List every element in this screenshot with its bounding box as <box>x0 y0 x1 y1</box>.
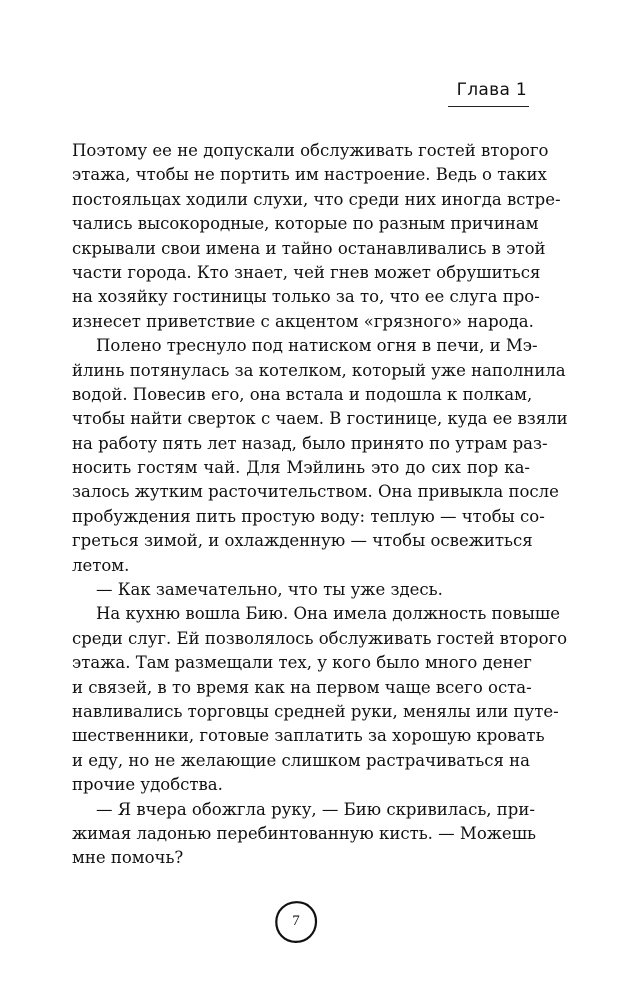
text-line: навливались торговцы средней руки, менялы или путе- <box>72 701 559 721</box>
text-line: среди слуг. Ей позволялось обслуживать гостей второго <box>72 628 568 648</box>
text-line: залось жутким расточительством. Она привыкла после <box>72 482 559 502</box>
text-line: летом. <box>72 555 130 575</box>
text-line: водой. Повесив его, она встала и подошла к полкам, <box>72 384 533 404</box>
text-line: шественники, готовые заплатить за хорошую кровать <box>72 726 545 746</box>
text-line: изнесет приветствие с акцентом «грязного» народа. <box>72 311 534 331</box>
text-line: йлинь потянулась за котелком, который уже наполнила <box>72 360 566 380</box>
dialogue-line: — Как замечательно, что ты уже здесь. <box>96 580 443 600</box>
text-line: этажа, чтобы не портить им настроение. Ведь о таких <box>72 165 547 185</box>
paragraph-first-line: Полено треснуло под натиском огня в печи, и Мэ- <box>96 336 538 356</box>
text-line: мне помочь? <box>72 848 184 868</box>
text-line: пробуждения пить простую воду: теплую — чтобы со- <box>72 506 545 526</box>
text-line: греться зимой, и охлажденную — чтобы освежиться <box>72 531 533 551</box>
text-line: жимая ладонью перебинтованную кисть. — Можешь <box>72 823 537 843</box>
page-number: 7 <box>292 913 300 929</box>
text-line: постояльцах ходили слухи, что среди них иногда встре- <box>72 189 561 209</box>
dialogue-line: — Я вчера обожгла руку, — Бию скривилась, при- <box>96 799 535 819</box>
body-text <box>72 139 568 871</box>
text-line: и еду, но не желающие слишком растрачиваться на <box>72 750 530 770</box>
text-line: и связей, в то время как на первом чаще всего оста- <box>72 677 532 697</box>
page-number-badge <box>273 899 319 945</box>
running-head-rule <box>448 106 529 107</box>
text-line: скрывали свои имена и тайно останавливались в этой <box>72 238 546 258</box>
text-line: на работу пять лет назад, было принято по утрам раз- <box>72 433 548 453</box>
text-line: прочие удобства. <box>72 775 223 795</box>
paragraph-first-line: На кухню вошла Бию. Она имела должность повыше <box>96 604 561 624</box>
text-line: части города. Кто знает, чей гнев может обрушиться <box>72 262 541 282</box>
text-line: чались высокородные, которые по разным причинам <box>72 214 539 234</box>
text-line: на хозяйку гостиницы только за то, что ее слуга про- <box>72 287 540 307</box>
running-head: Глава 1 <box>456 80 527 100</box>
text-line: носить гостям чай. Для Мэйлинь это до сих пор ка- <box>72 458 530 478</box>
text-line: Поэтому ее не допускали обслуживать гостей второго <box>72 141 549 160</box>
text-line: этажа. Там размещали тех, у кого было много денег <box>72 653 532 673</box>
text-line: чтобы найти сверток с чаем. В гостинице, куда ее взяли <box>72 409 568 429</box>
